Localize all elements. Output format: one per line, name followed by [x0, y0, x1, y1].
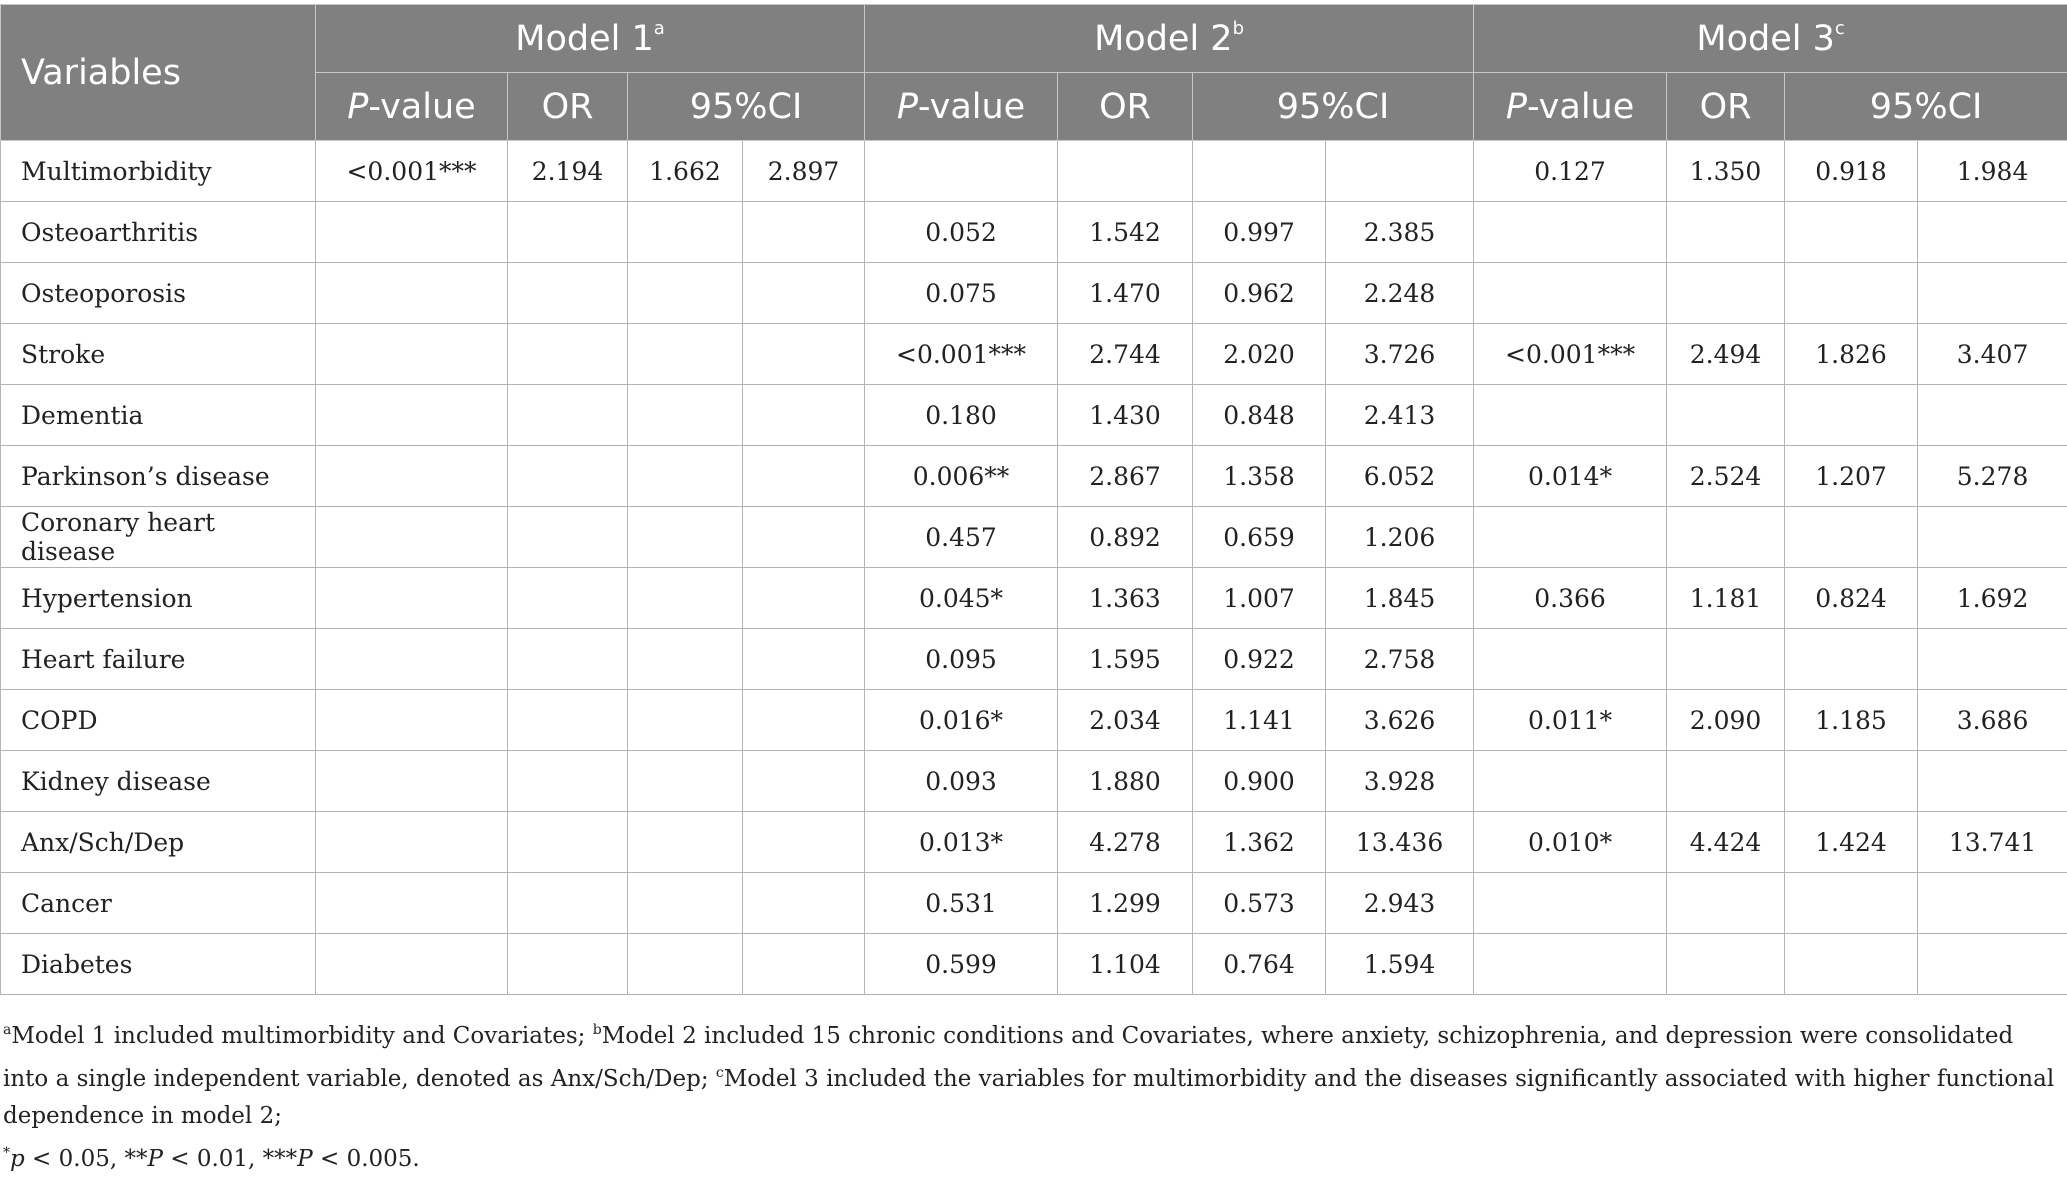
cell-m2-or: 1.363: [1058, 568, 1193, 629]
cell-m1-ci-high: [743, 507, 865, 568]
model-1-label: Model 1: [515, 19, 653, 59]
variable-name: Osteoarthritis: [1, 202, 316, 263]
cell-m3-ci-high: 13.741: [1918, 812, 2067, 873]
header-ci: 95%CI: [1785, 73, 2067, 141]
cell-m1-ci-low: [628, 812, 743, 873]
cell-m1-pvalue: [316, 324, 508, 385]
cell-m3-ci-high: 5.278: [1918, 446, 2067, 507]
cell-m3-or: [1667, 385, 1785, 446]
cell-m1-ci-low: 1.662: [628, 141, 743, 202]
table-row: [1, 324, 2067, 385]
cell-m3-ci-low: 1.207: [1785, 446, 1918, 507]
cell-m3-or: [1667, 202, 1785, 263]
cell-m2-pvalue: 0.457: [865, 507, 1058, 568]
model-2-label: Model 2: [1094, 19, 1232, 59]
cell-m2-ci-high: 6.052: [1326, 446, 1474, 507]
cell-m1-ci-high: [743, 324, 865, 385]
cell-m3-ci-low: [1785, 202, 1918, 263]
cell-m2-pvalue: [865, 141, 1058, 202]
cell-m3-ci-low: [1785, 507, 1918, 568]
cell-m2-pvalue: 0.016*: [865, 690, 1058, 751]
cell-m3-ci-low: [1785, 873, 1918, 934]
cell-m2-or: 1.542: [1058, 202, 1193, 263]
header-ci: 95%CI: [628, 73, 865, 141]
cell-m3-pvalue: [1474, 934, 1667, 995]
cell-m1-or: [508, 751, 628, 812]
header-pvalue: P-value: [1474, 73, 1667, 141]
table-body: [1, 141, 2067, 995]
cell-m2-or: 1.880: [1058, 751, 1193, 812]
cell-m3-ci-high: [1918, 263, 2067, 324]
cell-m2-ci-high: 3.626: [1326, 690, 1474, 751]
cell-m3-or: [1667, 873, 1785, 934]
cell-m1-ci-high: [743, 873, 865, 934]
cell-m1-ci-high: [743, 690, 865, 751]
model-3-label: Model 3: [1696, 19, 1834, 59]
variable-name: COPD: [1, 690, 316, 751]
cell-m1-pvalue: [316, 873, 508, 934]
table-row: [1, 934, 2067, 995]
cell-m1-or: [508, 934, 628, 995]
cell-m1-ci-low: [628, 507, 743, 568]
cell-m2-ci-low: 0.922: [1193, 629, 1326, 690]
cell-m3-ci-low: [1785, 751, 1918, 812]
cell-m2-pvalue: 0.095: [865, 629, 1058, 690]
table-row: [1, 202, 2067, 263]
cell-m3-pvalue: 0.010*: [1474, 812, 1667, 873]
cell-m1-or: [508, 812, 628, 873]
cell-m1-pvalue: [316, 751, 508, 812]
cell-m1-pvalue: [316, 202, 508, 263]
cell-m1-ci-high: [743, 934, 865, 995]
table-row: [1, 690, 2067, 751]
table-row: [1, 385, 2067, 446]
variable-name: Multimorbidity: [1, 141, 316, 202]
cell-m1-pvalue: [316, 507, 508, 568]
cell-m2-ci-low: 0.848: [1193, 385, 1326, 446]
cell-m3-ci-high: [1918, 385, 2067, 446]
cell-m3-ci-high: [1918, 751, 2067, 812]
header-pvalue: P-value: [316, 73, 508, 141]
cell-m1-ci-high: [743, 812, 865, 873]
header-model-3: [1474, 5, 2067, 73]
header-ci: 95%CI: [1193, 73, 1474, 141]
cell-m1-ci-high: 2.897: [743, 141, 865, 202]
cell-m2-ci-low: 1.358: [1193, 446, 1326, 507]
cell-m2-pvalue: 0.006**: [865, 446, 1058, 507]
cell-m2-ci-high: 1.845: [1326, 568, 1474, 629]
cell-m1-or: [508, 507, 628, 568]
cell-m3-ci-high: 1.692: [1918, 568, 2067, 629]
cell-m2-pvalue: 0.075: [865, 263, 1058, 324]
variable-name: Coronary heart disease: [1, 507, 316, 568]
cell-m1-ci-low: [628, 202, 743, 263]
cell-m1-or: [508, 446, 628, 507]
cell-m3-pvalue: [1474, 751, 1667, 812]
cell-m1-ci-low: [628, 446, 743, 507]
cell-m1-pvalue: [316, 690, 508, 751]
cell-m2-ci-low: 1.141: [1193, 690, 1326, 751]
cell-m1-ci-high: [743, 385, 865, 446]
cell-m2-ci-low: 0.962: [1193, 263, 1326, 324]
header-model-1: [316, 5, 865, 73]
cell-m2-pvalue: 0.531: [865, 873, 1058, 934]
cell-m1-or: [508, 568, 628, 629]
cell-m3-ci-low: 0.824: [1785, 568, 1918, 629]
cell-m1-or: [508, 690, 628, 751]
cell-m1-ci-high: [743, 568, 865, 629]
cell-m1-pvalue: [316, 263, 508, 324]
variable-name: Anx/Sch/Dep: [1, 812, 316, 873]
cell-m2-ci-low: 0.659: [1193, 507, 1326, 568]
cell-m3-ci-low: 1.185: [1785, 690, 1918, 751]
cell-m3-ci-high: 1.984: [1918, 141, 2067, 202]
cell-m3-or: [1667, 263, 1785, 324]
cell-m1-or: [508, 873, 628, 934]
cell-m3-pvalue: [1474, 873, 1667, 934]
cell-m3-or: [1667, 934, 1785, 995]
cell-m3-pvalue: 0.127: [1474, 141, 1667, 202]
cell-m2-or: [1058, 141, 1193, 202]
table-row: [1, 629, 2067, 690]
cell-m3-ci-low: 1.424: [1785, 812, 1918, 873]
cell-m2-pvalue: 0.180: [865, 385, 1058, 446]
cell-m2-ci-high: [1326, 141, 1474, 202]
table-row: [1, 751, 2067, 812]
cell-m1-or: [508, 324, 628, 385]
cell-m1-pvalue: [316, 934, 508, 995]
cell-m3-pvalue: 0.014*: [1474, 446, 1667, 507]
cell-m2-ci-high: 2.413: [1326, 385, 1474, 446]
table-row: [1, 141, 2067, 202]
cell-m2-ci-high: 1.206: [1326, 507, 1474, 568]
cell-m1-pvalue: [316, 629, 508, 690]
cell-m3-ci-high: [1918, 507, 2067, 568]
cell-m2-ci-low: 0.997: [1193, 202, 1326, 263]
cell-m3-or: [1667, 751, 1785, 812]
cell-m2-ci-low: 0.764: [1193, 934, 1326, 995]
cell-m3-or: 1.350: [1667, 141, 1785, 202]
cell-m3-or: 2.494: [1667, 324, 1785, 385]
header-model-2: [865, 5, 1474, 73]
cell-m1-pvalue: [316, 812, 508, 873]
cell-m3-or: 1.181: [1667, 568, 1785, 629]
cell-m3-ci-high: [1918, 202, 2067, 263]
cell-m3-ci-high: [1918, 629, 2067, 690]
cell-m1-or: [508, 263, 628, 324]
cell-m2-or: 1.299: [1058, 873, 1193, 934]
cell-m3-pvalue: [1474, 263, 1667, 324]
variable-name: Hypertension: [1, 568, 316, 629]
cell-m2-ci-high: 2.248: [1326, 263, 1474, 324]
cell-m2-ci-high: 13.436: [1326, 812, 1474, 873]
cell-m1-ci-high: [743, 263, 865, 324]
cell-m3-or: 2.090: [1667, 690, 1785, 751]
variable-name: Kidney disease: [1, 751, 316, 812]
variable-name: Diabetes: [1, 934, 316, 995]
cell-m3-ci-low: [1785, 263, 1918, 324]
model-3-sup: c: [1835, 18, 1845, 39]
table-row: [1, 568, 2067, 629]
cell-m2-or: 1.470: [1058, 263, 1193, 324]
cell-m2-or: 4.278: [1058, 812, 1193, 873]
cell-m2-pvalue: 0.093: [865, 751, 1058, 812]
model-2-sup: b: [1233, 18, 1244, 39]
cell-m2-ci-high: 2.758: [1326, 629, 1474, 690]
cell-m1-ci-low: [628, 873, 743, 934]
cell-m3-pvalue: 0.366: [1474, 568, 1667, 629]
cell-m2-ci-high: 3.928: [1326, 751, 1474, 812]
header-or: OR: [508, 73, 628, 141]
variable-name: Heart failure: [1, 629, 316, 690]
table-footnote: $^a$Model 1 included multimorbidity and Covariates; $^b$Model 2 included 15 chronic conditions and Covariates, where anxiety, schizophrenia, and depression were consolidated into a single independent variable, denoted as Anx/Sch/Dep; $^c$Model 3 included the variables for multimorbidity and the diseases significantly associated with higher functional dependence in model 2; *p < 0.05, **P < 0.01, ***P < 0.005.: [3, 1012, 2063, 1178]
cell-m2-ci-high: 2.385: [1326, 202, 1474, 263]
cell-m1-ci-low: [628, 385, 743, 446]
cell-m1-pvalue: [316, 385, 508, 446]
cell-m3-pvalue: <0.001***: [1474, 324, 1667, 385]
table-row: [1, 446, 2067, 507]
cell-m3-or: [1667, 507, 1785, 568]
cell-m2-ci-high: 2.943: [1326, 873, 1474, 934]
cell-m1-ci-low: [628, 324, 743, 385]
cell-m1-ci-low: [628, 263, 743, 324]
cell-m3-pvalue: [1474, 629, 1667, 690]
cell-m2-ci-low: 0.573: [1193, 873, 1326, 934]
cell-m2-or: 2.867: [1058, 446, 1193, 507]
variable-name: Cancer: [1, 873, 316, 934]
cell-m3-ci-low: 0.918: [1785, 141, 1918, 202]
cell-m2-pvalue: 0.599: [865, 934, 1058, 995]
cell-m2-ci-low: 1.362: [1193, 812, 1326, 873]
cell-m2-or: 0.892: [1058, 507, 1193, 568]
cell-m3-pvalue: [1474, 385, 1667, 446]
cell-m2-pvalue: 0.052: [865, 202, 1058, 263]
cell-m3-or: 2.524: [1667, 446, 1785, 507]
regression-table: [0, 4, 2067, 995]
cell-m1-pvalue: [316, 446, 508, 507]
cell-m3-ci-low: [1785, 629, 1918, 690]
cell-m2-ci-low: 2.020: [1193, 324, 1326, 385]
table-row: [1, 812, 2067, 873]
header-row-groups: [1, 5, 2067, 73]
cell-m1-or: [508, 629, 628, 690]
cell-m1-ci-low: [628, 568, 743, 629]
cell-m1-ci-high: [743, 446, 865, 507]
cell-m3-ci-high: [1918, 873, 2067, 934]
cell-m2-or: 1.104: [1058, 934, 1193, 995]
cell-m2-pvalue: 0.013*: [865, 812, 1058, 873]
cell-m1-pvalue: <0.001***: [316, 141, 508, 202]
cell-m2-or: 2.744: [1058, 324, 1193, 385]
cell-m1-or: [508, 385, 628, 446]
cell-m2-pvalue: 0.045*: [865, 568, 1058, 629]
cell-m2-or: 1.430: [1058, 385, 1193, 446]
cell-m3-ci-low: [1785, 385, 1918, 446]
cell-m1-ci-high: [743, 202, 865, 263]
cell-m1-or: 2.194: [508, 141, 628, 202]
cell-m1-ci-low: [628, 751, 743, 812]
cell-m3-pvalue: 0.011*: [1474, 690, 1667, 751]
cell-m3-ci-high: 3.686: [1918, 690, 2067, 751]
cell-m3-pvalue: [1474, 202, 1667, 263]
cell-m1-ci-low: [628, 934, 743, 995]
model-1-sup: a: [654, 18, 665, 39]
table-container: [0, 4, 2067, 995]
variable-name: Stroke: [1, 324, 316, 385]
cell-m1-ci-low: [628, 629, 743, 690]
cell-m2-pvalue: <0.001***: [865, 324, 1058, 385]
table-row: [1, 873, 2067, 934]
cell-m2-ci-low: 0.900: [1193, 751, 1326, 812]
header-pvalue: P-value: [865, 73, 1058, 141]
header-variables: Variables: [1, 5, 316, 141]
header-or: OR: [1667, 73, 1785, 141]
cell-m2-ci-low: [1193, 141, 1326, 202]
variable-name: Dementia: [1, 385, 316, 446]
cell-m3-or: [1667, 629, 1785, 690]
header-or: OR: [1058, 73, 1193, 141]
cell-m2-or: 1.595: [1058, 629, 1193, 690]
cell-m2-ci-high: 1.594: [1326, 934, 1474, 995]
table-row: [1, 263, 2067, 324]
cell-m1-ci-low: [628, 690, 743, 751]
variable-name: Osteoporosis: [1, 263, 316, 324]
cell-m1-or: [508, 202, 628, 263]
cell-m3-ci-low: [1785, 934, 1918, 995]
cell-m2-or: 2.034: [1058, 690, 1193, 751]
cell-m3-pvalue: [1474, 507, 1667, 568]
cell-m1-ci-high: [743, 629, 865, 690]
cell-m2-ci-low: 1.007: [1193, 568, 1326, 629]
cell-m1-pvalue: [316, 568, 508, 629]
cell-m3-ci-low: 1.826: [1785, 324, 1918, 385]
cell-m1-ci-high: [743, 751, 865, 812]
variable-name: Parkinson’s disease: [1, 446, 316, 507]
cell-m2-ci-high: 3.726: [1326, 324, 1474, 385]
cell-m3-ci-high: [1918, 934, 2067, 995]
table-row: [1, 507, 2067, 568]
cell-m3-ci-high: 3.407: [1918, 324, 2067, 385]
cell-m3-or: 4.424: [1667, 812, 1785, 873]
